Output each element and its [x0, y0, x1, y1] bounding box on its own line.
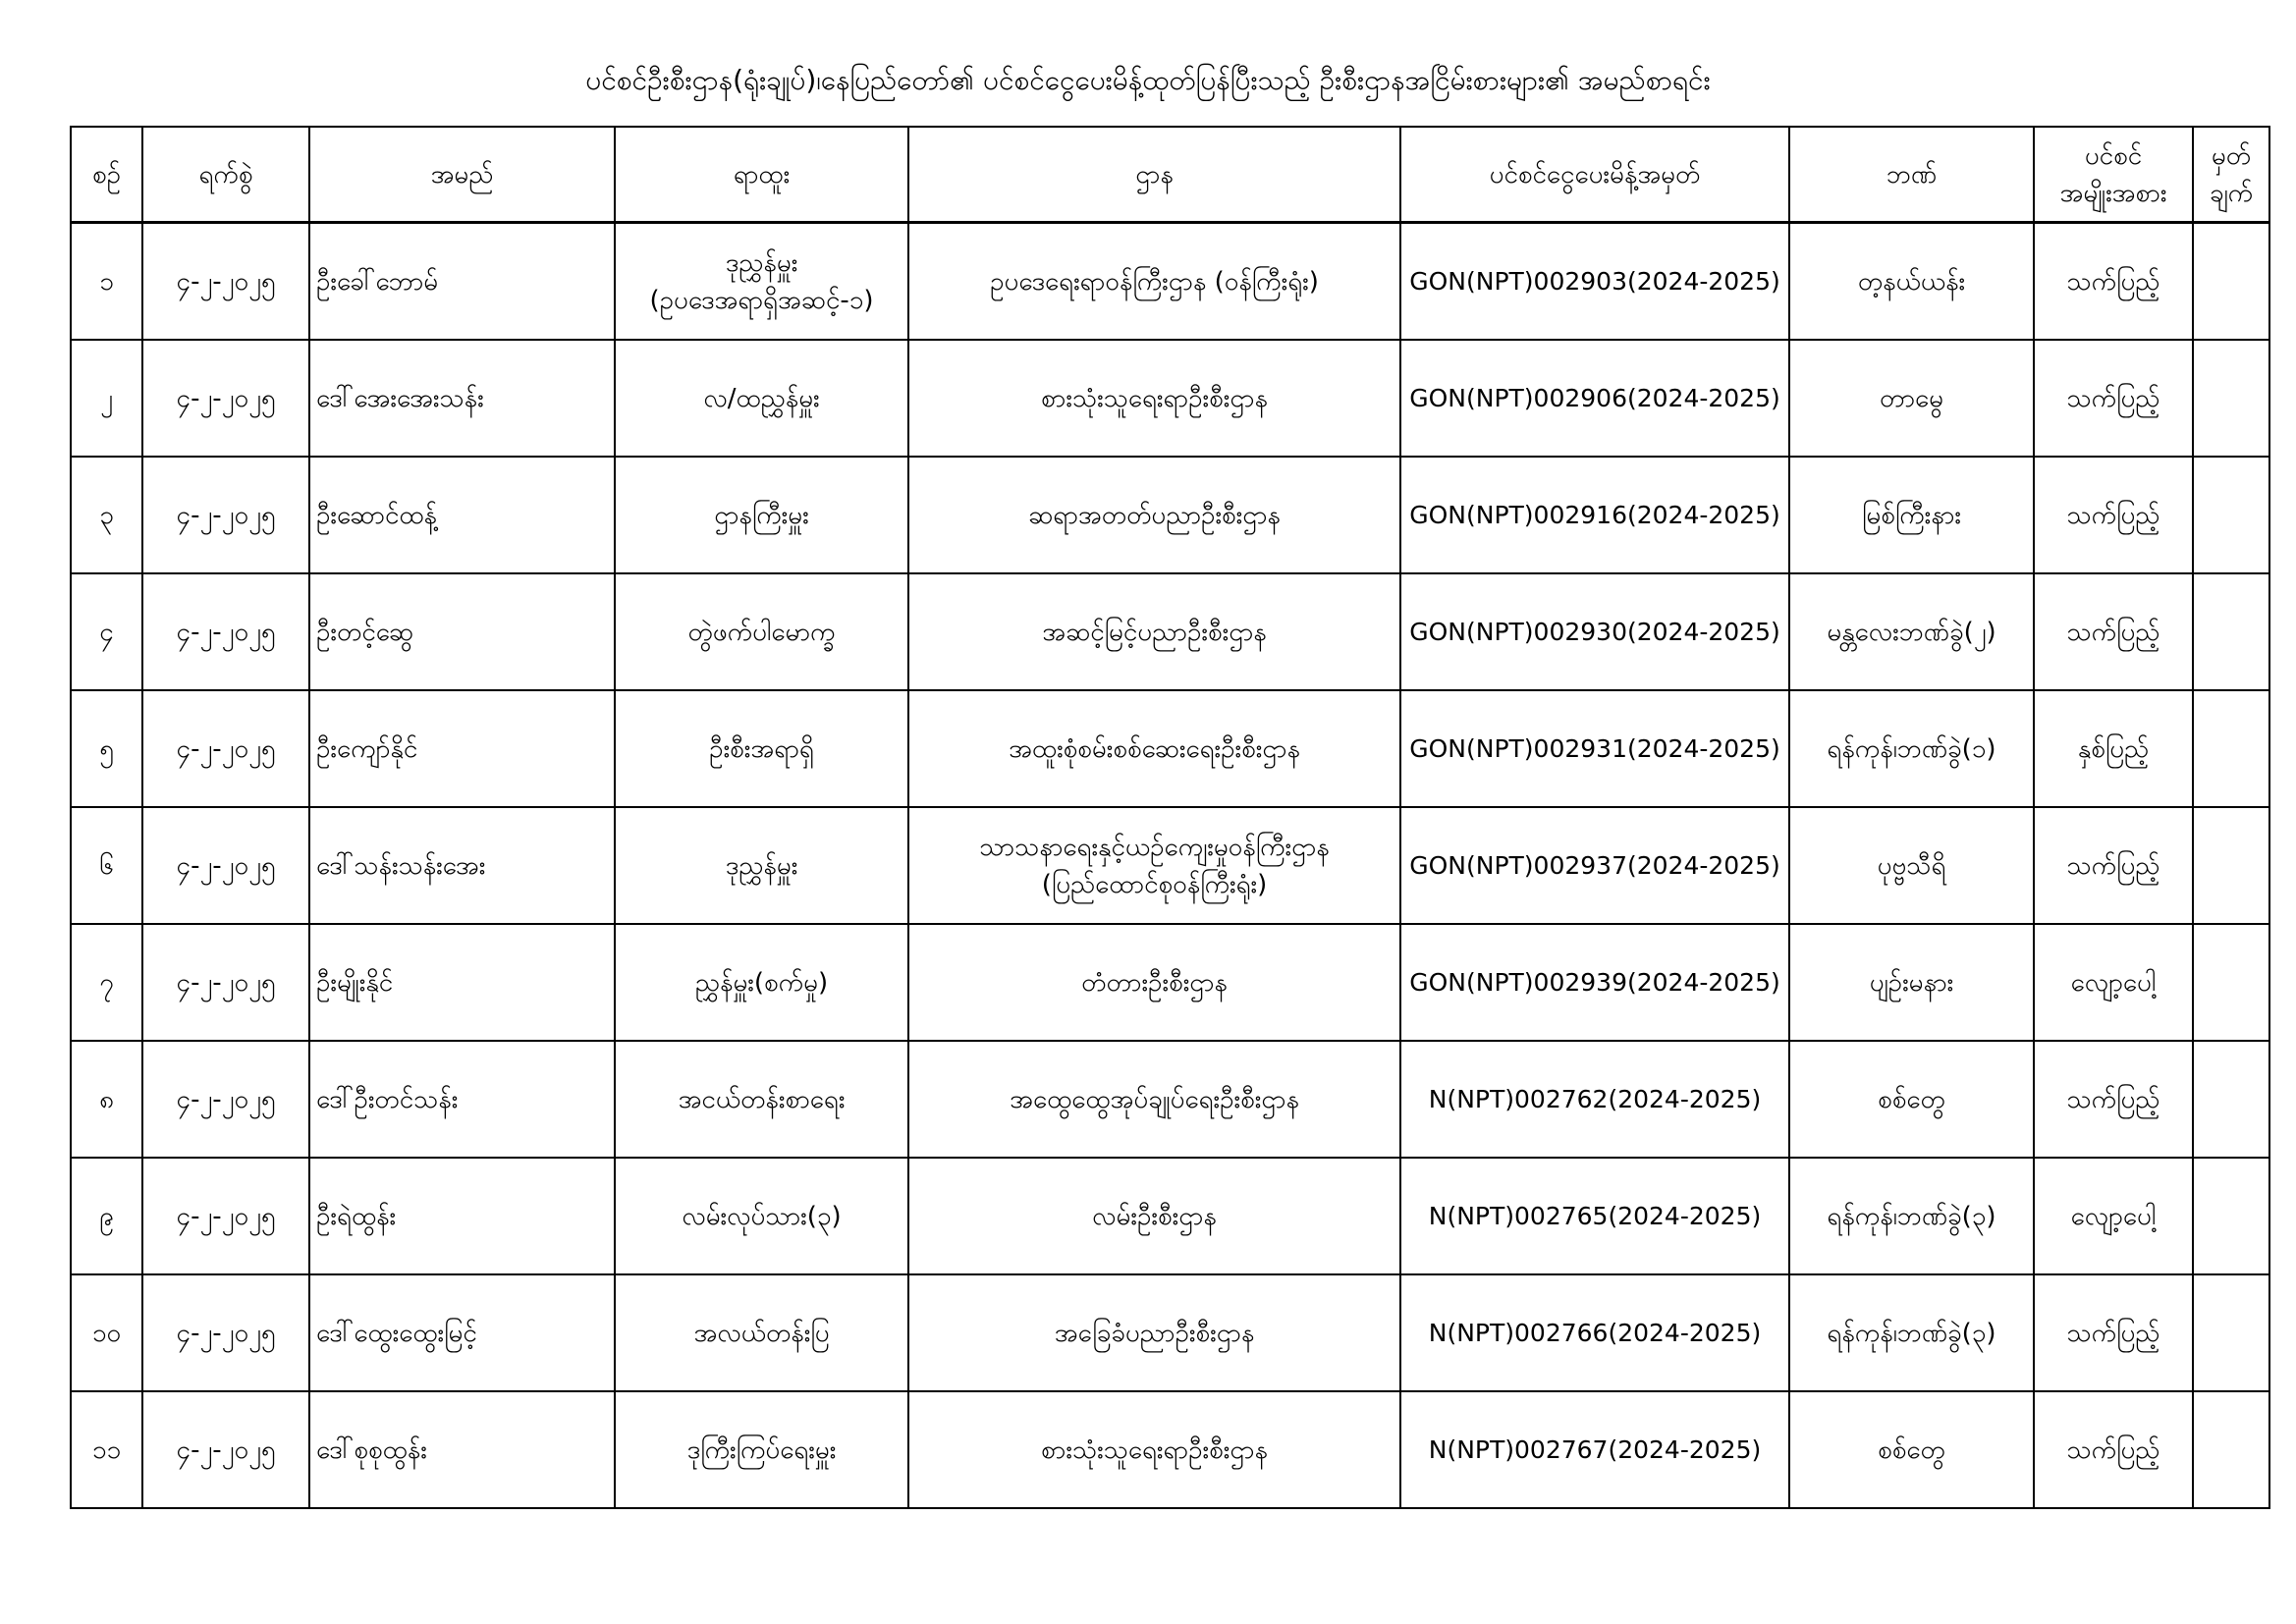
cell-bank: တာမွေ — [1789, 340, 2034, 457]
cell-no: ၁၁ — [71, 1391, 142, 1508]
cell-department-line: (ပြည်ထောင်စုဝန်ကြီးရုံး) — [1041, 869, 1268, 899]
cell-department — [908, 340, 1400, 457]
cell-department-line: အထွေထွေအုပ်ချုပ်ရေးဦးစီးဌာန — [1010, 1084, 1299, 1114]
cell-order-no: GON(NPT)002930(2024-2025) — [1400, 573, 1789, 690]
cell-name: ဦးခေါ်ဘောမ် — [309, 223, 615, 341]
cell-rank — [615, 457, 908, 573]
cell-order-no: GON(NPT)002916(2024-2025) — [1400, 457, 1789, 573]
header-pension-type-line1: ပင်စင် — [2084, 140, 2143, 171]
cell-department — [908, 807, 1400, 924]
cell-department-line: ဆရာအတတ်ပညာဦးစီးဌာန — [1028, 500, 1281, 530]
cell-rank — [615, 1391, 908, 1508]
cell-pension-type: နှစ်ပြည့် — [2034, 690, 2193, 807]
cell-bank: ပျဉ်းမနား — [1789, 924, 2034, 1041]
cell-pension-type: သက်ပြည့် — [2034, 573, 2193, 690]
cell-remark — [2193, 1158, 2269, 1274]
cell-rank-line: ဦးစီးအရာရှိ — [709, 733, 814, 764]
cell-department-line: အဆင့်မြင့်ပညာဦးစီးဌာန — [1042, 617, 1267, 647]
cell-rank-line: တွဲဖက်ပါမောက္ခ — [687, 617, 836, 647]
cell-no: ၆ — [71, 807, 142, 924]
cell-pension-type: လျော့ပေါ့ — [2034, 1158, 2193, 1274]
cell-remark — [2193, 807, 2269, 924]
cell-date: ၄-၂-၂၀၂၅ — [142, 807, 309, 924]
cell-pension-type: သက်ပြည့် — [2034, 457, 2193, 573]
cell-name: ဒေါ်ဦးတင်သန်း — [309, 1041, 615, 1158]
cell-date: ၄-၂-၂၀၂၅ — [142, 1274, 309, 1391]
header-remark-line2: ချက် — [2209, 178, 2254, 208]
cell-order-no: N(NPT)002766(2024-2025) — [1400, 1274, 1789, 1391]
cell-no: ၅ — [71, 690, 142, 807]
cell-bank: ပုဗ္ဗသီရိ — [1789, 807, 2034, 924]
cell-remark — [2193, 457, 2269, 573]
cell-order-no: N(NPT)002762(2024-2025) — [1400, 1041, 1789, 1158]
cell-department-line: ဥပဒေရေးရာဝန်ကြီးဌာန (ဝန်ကြီးရုံး) — [990, 266, 1319, 297]
cell-bank: မန္တလေးဘဏ်ခွဲ(၂) — [1789, 573, 2034, 690]
cell-remark — [2193, 223, 2269, 341]
cell-order-no: GON(NPT)002931(2024-2025) — [1400, 690, 1789, 807]
cell-department — [908, 1158, 1400, 1274]
table-row — [71, 223, 2269, 341]
cell-department — [908, 1274, 1400, 1391]
header-name: အမည် — [309, 127, 615, 223]
cell-bank: မြစ်ကြီးနား — [1789, 457, 2034, 573]
cell-pension-type: သက်ပြည့် — [2034, 807, 2193, 924]
cell-no: ၃ — [71, 457, 142, 573]
cell-department — [908, 1041, 1400, 1158]
cell-date: ၄-၂-၂၀၂၅ — [142, 1391, 309, 1508]
cell-name: ဦးတင့်ဆွေ — [309, 573, 615, 690]
cell-remark — [2193, 340, 2269, 457]
cell-order-no: N(NPT)002765(2024-2025) — [1400, 1158, 1789, 1274]
cell-pension-type: သက်ပြည့် — [2034, 1391, 2193, 1508]
header-pension-type — [2034, 127, 2193, 223]
cell-no: ၁၀ — [71, 1274, 142, 1391]
cell-date: ၄-၂-၂၀၂၅ — [142, 573, 309, 690]
cell-rank — [615, 223, 908, 341]
cell-rank-line: လ/ထညွှန်မှူး — [703, 383, 820, 413]
pension-register-table — [70, 126, 2270, 1509]
header-no: စဉ် — [71, 127, 142, 223]
table-header-row — [71, 127, 2269, 223]
cell-department-line: စားသုံးသူရေးရာဦးစီးဌာန — [1041, 383, 1268, 413]
table-row — [71, 457, 2269, 573]
cell-department — [908, 1391, 1400, 1508]
cell-remark — [2193, 573, 2269, 690]
cell-date: ၄-၂-၂၀၂၅ — [142, 690, 309, 807]
cell-rank-line: (ဥပဒေအရာရှိအဆင့်-၁) — [649, 285, 874, 315]
table-row — [71, 340, 2269, 457]
header-bank: ဘဏ် — [1789, 127, 2034, 223]
cell-name: ဒေါ်အေးအေးသန်း — [309, 340, 615, 457]
cell-department — [908, 690, 1400, 807]
cell-pension-type: လျော့ပေါ့ — [2034, 924, 2193, 1041]
cell-department — [908, 573, 1400, 690]
cell-pension-type: သက်ပြည့် — [2034, 340, 2193, 457]
cell-department — [908, 924, 1400, 1041]
cell-date: ၄-၂-၂၀၂၅ — [142, 457, 309, 573]
cell-rank — [615, 807, 908, 924]
header-department: ဌာန — [908, 127, 1400, 223]
cell-bank: စစ်တွေ — [1789, 1391, 2034, 1508]
cell-rank — [615, 1158, 908, 1274]
cell-name: ဒေါ်စုစုထွန်း — [309, 1391, 615, 1508]
header-remark — [2193, 127, 2269, 223]
cell-remark — [2193, 924, 2269, 1041]
cell-department — [908, 223, 1400, 341]
cell-name: ဦးကျော်နိုင် — [309, 690, 615, 807]
cell-rank — [615, 690, 908, 807]
cell-bank: တ့နယ်ယန်း — [1789, 223, 2034, 341]
cell-name: ဦးရဲထွန်း — [309, 1158, 615, 1274]
table-row — [71, 1391, 2269, 1508]
header-rank: ရာထူး — [615, 127, 908, 223]
cell-name: ဒေါ်ထွေးထွေးမြင့် — [309, 1274, 615, 1391]
table-row — [71, 1158, 2269, 1274]
cell-pension-type: သက်ပြည့် — [2034, 1041, 2193, 1158]
cell-rank-line: လမ်းလုပ်သား(၃) — [682, 1201, 842, 1231]
cell-rank — [615, 1274, 908, 1391]
cell-order-no: GON(NPT)002937(2024-2025) — [1400, 807, 1789, 924]
cell-date: ၄-၂-၂၀၂၅ — [142, 1158, 309, 1274]
cell-name: ဒေါ်သန်းသန်းအေး — [309, 807, 615, 924]
cell-rank-line: ဒုကြီးကြပ်ရေးမှူး — [686, 1435, 837, 1465]
cell-rank-line: ညွှန်မှူး(စက်မှု) — [694, 967, 829, 998]
cell-department-line: သာသနာရေးနှင့်ယဉ်ကျေးမှုဝန်ကြီးဌာန — [979, 832, 1330, 862]
cell-rank — [615, 1041, 908, 1158]
cell-no: ၁ — [71, 223, 142, 341]
table-row — [71, 924, 2269, 1041]
table-row — [71, 807, 2269, 924]
cell-name: ဦးဆောင်ထန့် — [309, 457, 615, 573]
cell-remark — [2193, 1391, 2269, 1508]
cell-remark — [2193, 1041, 2269, 1158]
table-row — [71, 690, 2269, 807]
cell-bank: ရန်ကုန်၊ဘဏ်ခွဲ(၁) — [1789, 690, 2034, 807]
cell-no: ၇ — [71, 924, 142, 1041]
cell-date: ၄-၂-၂၀၂၅ — [142, 924, 309, 1041]
cell-pension-type: သက်ပြည့် — [2034, 1274, 2193, 1391]
cell-name: ဦးမျိုးနိုင် — [309, 924, 615, 1041]
header-order-no: ပင်စင်ငွေပေးမိန့်အမှတ် — [1400, 127, 1789, 223]
table-body — [71, 223, 2269, 1509]
cell-pension-type: သက်ပြည့် — [2034, 223, 2193, 341]
header-remark-line1: မှတ် — [2211, 140, 2252, 171]
cell-rank-line: ဌာနကြီးမှူး — [714, 500, 809, 530]
table-row — [71, 1041, 2269, 1158]
cell-remark — [2193, 1274, 2269, 1391]
cell-rank-line: အငယ်တန်းစာရေး — [678, 1084, 846, 1114]
cell-order-no: GON(NPT)002903(2024-2025) — [1400, 223, 1789, 341]
cell-order-no: N(NPT)002767(2024-2025) — [1400, 1391, 1789, 1508]
header-pension-type-line2: အမျိုးအစား — [2059, 178, 2167, 208]
cell-date: ၄-၂-၂၀၂၅ — [142, 340, 309, 457]
cell-department-line: တံတားဦးစီးဌာန — [1081, 967, 1228, 998]
cell-date: ၄-၂-၂၀၂၅ — [142, 223, 309, 341]
cell-remark — [2193, 690, 2269, 807]
table-row — [71, 573, 2269, 690]
cell-department — [908, 457, 1400, 573]
cell-rank-line: အလယ်တန်းပြ — [693, 1318, 830, 1348]
header-date: ရက်စွဲ — [142, 127, 309, 223]
document-title: ပင်စင်ဦးစီးဌာန(ရုံးချုပ်)၊နေပြည်တော်၏ ပင်စင်ငွေပေးမိန့်ထုတ်ပြန်ပြီးသည့် ဦးစီးဌာနအငြိမ်းစားများ၏ အမည်စာရင်း — [585, 64, 1711, 96]
cell-order-no: GON(NPT)002906(2024-2025) — [1400, 340, 1789, 457]
table-row — [71, 1274, 2269, 1391]
cell-department-line: စားသုံးသူရေးရာဦးစီးဌာန — [1041, 1435, 1268, 1465]
cell-department-line: အခြေခံပညာဦးစီးဌာန — [1054, 1318, 1255, 1348]
cell-rank — [615, 340, 908, 457]
cell-no: ၄ — [71, 573, 142, 690]
cell-rank — [615, 924, 908, 1041]
cell-no: ၈ — [71, 1041, 142, 1158]
cell-bank: စစ်တွေ — [1789, 1041, 2034, 1158]
cell-rank-line: ဒုညွှန်မှူး — [725, 850, 798, 881]
cell-bank: ရန်ကုန်၊ဘဏ်ခွဲ(၃) — [1789, 1274, 2034, 1391]
cell-department-line: လမ်းဦးစီးဌာန — [1092, 1201, 1217, 1231]
cell-department-line: အထူးစုံစမ်းစစ်ဆေးရေးဦးစီးဌာန — [1009, 733, 1300, 764]
cell-date: ၄-၂-၂၀၂၅ — [142, 1041, 309, 1158]
cell-no: ၂ — [71, 340, 142, 457]
cell-rank-line: ဒုညွှန်မှူး — [725, 247, 798, 278]
cell-rank — [615, 573, 908, 690]
cell-bank: ရန်ကုန်၊ဘဏ်ခွဲ(၃) — [1789, 1158, 2034, 1274]
cell-order-no: GON(NPT)002939(2024-2025) — [1400, 924, 1789, 1041]
cell-no: ၉ — [71, 1158, 142, 1274]
